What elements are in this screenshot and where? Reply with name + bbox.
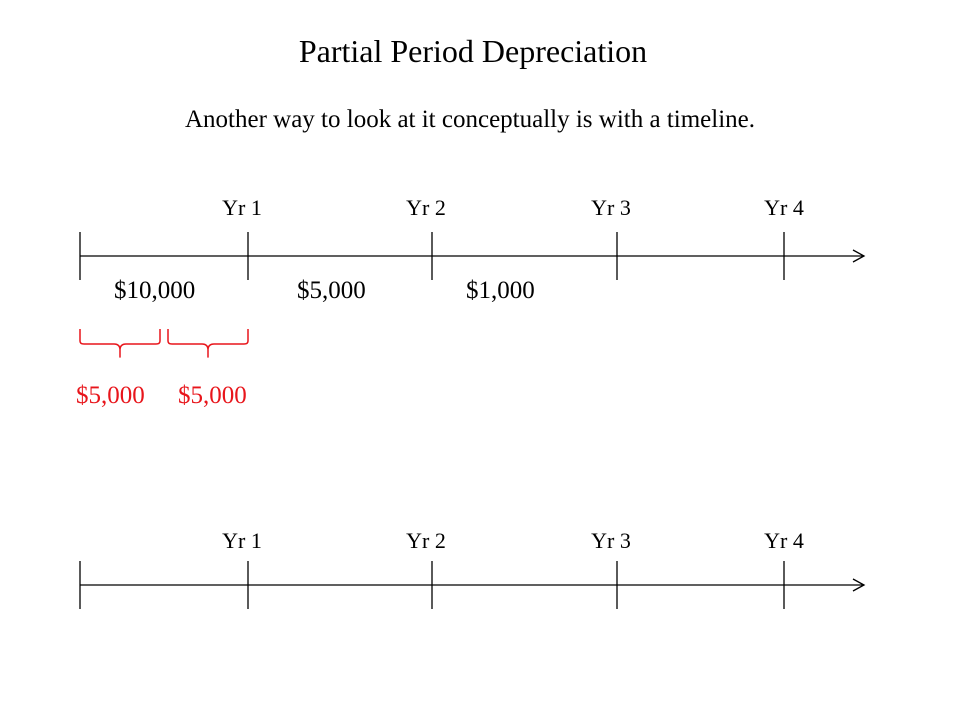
slide-title: Partial Period Depreciation (298, 33, 648, 69)
timeline-1-split-amount-2: $5,000 (178, 382, 247, 409)
timeline-1-amount-2: $5,000 (297, 277, 366, 304)
timeline-2-year-label-4: Yr 4 (764, 528, 804, 553)
timeline-1-amount-3: $1,000 (466, 277, 535, 304)
timeline-1-brace-right (168, 329, 248, 357)
timeline-2-year-label-2: Yr 2 (406, 528, 446, 553)
timeline-1-amount-1: $10,000 (114, 277, 196, 304)
timeline-1-year-label-1: Yr 1 (222, 195, 262, 220)
slide-subtitle: Another way to look at it conceptually is with a timeline. (184, 106, 755, 133)
timeline-1-split-amount-1: $5,000 (76, 382, 145, 409)
timeline-1-brace-left (80, 329, 160, 357)
timeline-1 (0, 180, 960, 420)
timeline-1-year-label-2: Yr 2 (406, 195, 446, 220)
timeline-1-year-label-3: Yr 3 (591, 195, 631, 220)
timeline-2 (0, 515, 960, 615)
timeline-1-year-label-4: Yr 4 (764, 195, 804, 220)
timeline-2-year-label-1: Yr 1 (222, 528, 262, 553)
timeline-2-year-label-3: Yr 3 (591, 528, 631, 553)
